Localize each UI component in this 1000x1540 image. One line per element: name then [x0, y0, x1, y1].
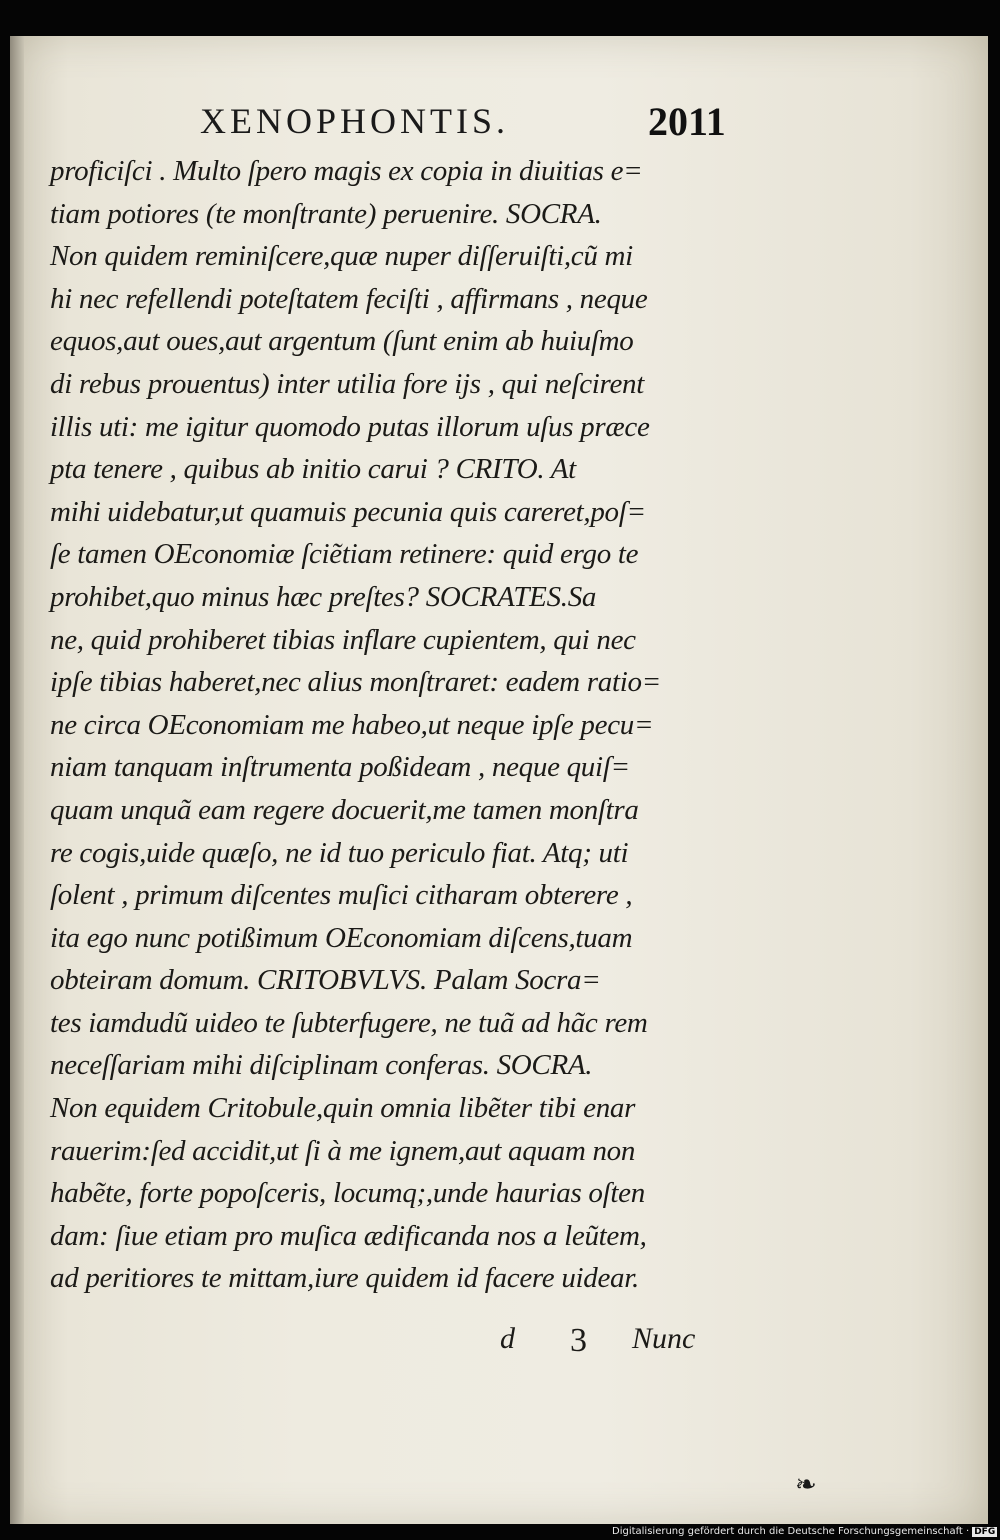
text-line: illis uti: me igitur quomodo putas illorum uſus præce — [50, 410, 650, 443]
text-line: tes iamdudũ uideo te ſubterfugere, ne tuã ad hãc rem — [50, 1006, 648, 1039]
signature-mark: d — [500, 1322, 515, 1355]
text-block — [50, 150, 750, 1300]
text-line: equos,aut oues,aut argentum (ſunt enim ab huiuſmo — [50, 325, 634, 358]
text-line: Non equidem Critobule,quin omnia libẽter tibi enar — [50, 1092, 636, 1125]
text-line: tiam potiores (te monſtrante) peruenire. SOCRA. — [50, 197, 602, 230]
text-line: di rebus prouentus) inter utilia fore iјs , qui neſcirent — [50, 367, 644, 400]
running-title: XENOPHONTIS. — [200, 101, 509, 141]
text-line: ſe tamen OEconomiæ ſciẽtiam retinere: quid ergo te — [50, 538, 639, 571]
text-line: obteiram domum. CRITOBVLVS. Palam Socra= — [50, 964, 601, 997]
text-line: dam: ſiue etiam pro muſica ædificanda nos a leũtem, — [50, 1219, 647, 1252]
text-line: prohibet,quo minus hæc preſtes? SOCRATES.Sa — [50, 580, 597, 613]
text-line: ne circa OEconomiam me habeo,ut neque ipſe pecu= — [50, 708, 654, 741]
catchword: Nunc — [632, 1322, 696, 1355]
page-gutter-edge — [10, 36, 24, 1524]
text-line: quam unquã eam regere docuerit,me tamen monſtra — [50, 793, 639, 826]
text-line: ſolent , primum diſcentes muſici citharam obterere , — [50, 879, 633, 912]
text-line: ipſe tibias haberet,nec alius monſtraret: eadem ratio= — [50, 666, 661, 699]
catchline — [500, 1322, 720, 1366]
text-line: Non quidem reminiſcere,quæ nuper diſſeruiſti,cũ mi — [50, 240, 633, 273]
credit-text: Digitalisierung gefördert durch die Deutsche Forschungsgemeinschaft · — [612, 1526, 970, 1537]
text-line: ad peritiores te mittam,iure quidem id facere uidear. — [50, 1262, 639, 1295]
text-line: ita ego nunc potißimum OEconomiam diſcens,tuam — [50, 921, 633, 954]
text-line: habẽte, forte popoſceris, locumq;,unde haurias oſten — [50, 1177, 645, 1210]
signature-number: 3 — [570, 1322, 587, 1359]
text-line: mihi uidebatur,ut quamuis pecunia quis careret,poſ= — [50, 495, 646, 528]
text-line: pta tenere , quibus ab initio carui ? CRITO. At — [50, 453, 576, 486]
text-line: hi nec refellendi poteſtatem feciſti , affirmans , neque — [50, 282, 648, 315]
text-line: proficiſci . Multo ſpero magis ex copia in diuitias e= — [50, 155, 643, 187]
ink-blot: ❧ — [795, 1470, 817, 1500]
folio-number: 2011 — [648, 99, 726, 144]
text-line: rauerim:ſed accidit,ut ſi à me ignem,aut aquam non — [50, 1134, 636, 1167]
text-line: ne, quid prohiberet tibias inflare cupientem, qui nec — [50, 623, 636, 656]
text-line: neceſſariam mihi diſciplinam conferas. SOCRA. — [50, 1049, 593, 1082]
dfg-logo: DFG — [974, 1527, 996, 1537]
text-line: re cogis,uide quæſo, ne id tuo periculo fiat. Atq; uti — [50, 836, 629, 869]
digitization-credit — [612, 1526, 997, 1537]
text-line: niam tanquam inſtrumenta poßideam , neque quiſ= — [50, 751, 630, 784]
